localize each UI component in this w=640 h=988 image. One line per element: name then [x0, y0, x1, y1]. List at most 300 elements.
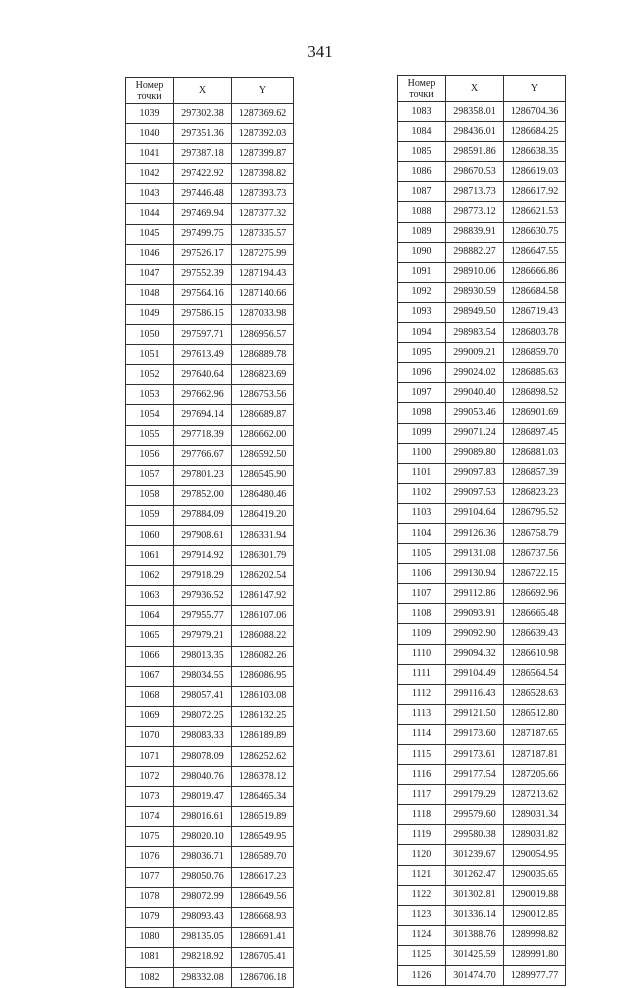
table-row — [126, 706, 294, 726]
table-row — [398, 564, 566, 584]
cell-point-number: 1047 — [126, 264, 174, 284]
cell-point-number: 1089 — [398, 222, 446, 242]
cell-x: 298135.05 — [174, 927, 232, 947]
cell-point-number: 1068 — [126, 686, 174, 706]
table-row — [126, 405, 294, 425]
cell-y: 1286545.90 — [232, 465, 294, 485]
cell-x: 297564.16 — [174, 284, 232, 304]
cell-x: 299104.49 — [446, 664, 504, 684]
cell-point-number: 1098 — [398, 403, 446, 423]
cell-point-number: 1093 — [398, 302, 446, 322]
cell-y: 1286638.35 — [504, 142, 566, 162]
cell-x: 299097.53 — [446, 483, 504, 503]
cell-point-number: 1101 — [398, 463, 446, 483]
cell-point-number: 1090 — [398, 242, 446, 262]
table-row — [126, 807, 294, 827]
cell-x: 297766.67 — [174, 445, 232, 465]
cell-x: 297387.18 — [174, 144, 232, 164]
cell-point-number: 1114 — [398, 724, 446, 744]
cell-point-number: 1078 — [126, 887, 174, 907]
cell-point-number: 1095 — [398, 343, 446, 363]
table-row — [398, 142, 566, 162]
cell-y: 1287187.81 — [504, 745, 566, 765]
table-row — [126, 847, 294, 867]
table-row — [126, 887, 294, 907]
cell-point-number: 1103 — [398, 503, 446, 523]
cell-x: 298949.50 — [446, 302, 504, 322]
cell-y: 1290019.88 — [504, 885, 566, 905]
cell-y: 1287275.99 — [232, 244, 294, 264]
cell-x: 298019.47 — [174, 787, 232, 807]
cell-y: 1286252.62 — [232, 747, 294, 767]
table-row — [398, 765, 566, 785]
cell-y: 1286666.86 — [504, 262, 566, 282]
cell-y: 1286898.52 — [504, 383, 566, 403]
cell-y: 1286301.79 — [232, 546, 294, 566]
cell-point-number: 1116 — [398, 765, 446, 785]
cell-x: 299040.40 — [446, 383, 504, 403]
cell-x: 297718.39 — [174, 425, 232, 445]
table-row — [398, 383, 566, 403]
table-row — [398, 202, 566, 222]
cell-x: 297914.92 — [174, 546, 232, 566]
cell-point-number: 1111 — [398, 664, 446, 684]
cell-y: 1286706.18 — [232, 968, 294, 988]
cell-y: 1286639.43 — [504, 624, 566, 644]
table-row — [398, 403, 566, 423]
cell-x: 298930.59 — [446, 282, 504, 302]
cell-point-number: 1083 — [398, 102, 446, 122]
cell-point-number: 1065 — [126, 626, 174, 646]
cell-y: 1286589.70 — [232, 847, 294, 867]
table-row — [126, 184, 294, 204]
header-num-line1: Номер — [407, 77, 436, 89]
cell-point-number: 1085 — [398, 142, 446, 162]
cell-y: 1286889.78 — [232, 345, 294, 365]
cell-point-number: 1119 — [398, 825, 446, 845]
cell-y: 1287033.98 — [232, 304, 294, 324]
cell-x: 301302.81 — [446, 885, 504, 905]
cell-y: 1287335.57 — [232, 224, 294, 244]
cell-x: 299009.21 — [446, 343, 504, 363]
cell-y: 1286617.92 — [504, 182, 566, 202]
cell-y: 1286704.36 — [504, 102, 566, 122]
table-row — [398, 242, 566, 262]
cell-point-number: 1112 — [398, 684, 446, 704]
cell-point-number: 1118 — [398, 805, 446, 825]
cell-y: 1286465.34 — [232, 787, 294, 807]
cell-x: 299092.90 — [446, 624, 504, 644]
cell-point-number: 1069 — [126, 706, 174, 726]
table-row — [398, 443, 566, 463]
cell-y: 1286202.54 — [232, 566, 294, 586]
cell-x: 297526.17 — [174, 244, 232, 264]
cell-y: 1287369.62 — [232, 104, 294, 124]
table-row — [398, 785, 566, 805]
cell-point-number: 1091 — [398, 262, 446, 282]
table-row — [398, 463, 566, 483]
header-num-line2: точки — [137, 90, 162, 102]
cell-x: 299089.80 — [446, 443, 504, 463]
cell-x: 298034.55 — [174, 666, 232, 686]
table-row — [398, 423, 566, 443]
cell-x: 298218.92 — [174, 947, 232, 967]
cell-y: 1286519.89 — [232, 807, 294, 827]
cell-point-number: 1100 — [398, 443, 446, 463]
table-row — [398, 624, 566, 644]
cell-point-number: 1039 — [126, 104, 174, 124]
table-row — [126, 485, 294, 505]
cell-x: 297640.64 — [174, 365, 232, 385]
cell-x: 297302.38 — [174, 104, 232, 124]
cell-y: 1286592.50 — [232, 445, 294, 465]
cell-point-number: 1050 — [126, 325, 174, 345]
cell-point-number: 1066 — [126, 646, 174, 666]
cell-x: 299121.50 — [446, 704, 504, 724]
table-row — [126, 365, 294, 385]
cell-y: 1287399.87 — [232, 144, 294, 164]
cell-y: 1286956.57 — [232, 325, 294, 345]
table-row — [126, 666, 294, 686]
cell-y: 1286086.95 — [232, 666, 294, 686]
cell-x: 299579.60 — [446, 805, 504, 825]
cell-x: 301336.14 — [446, 905, 504, 925]
cell-x: 298036.71 — [174, 847, 232, 867]
cell-x: 297446.48 — [174, 184, 232, 204]
table-row — [398, 684, 566, 704]
cell-y: 1287213.62 — [504, 785, 566, 805]
cell-y: 1290054.95 — [504, 845, 566, 865]
cell-x: 297552.39 — [174, 264, 232, 284]
table-row — [126, 827, 294, 847]
header-y: Y — [504, 76, 566, 102]
cell-point-number: 1063 — [126, 586, 174, 606]
cell-point-number: 1060 — [126, 525, 174, 545]
cell-y: 1289977.77 — [504, 966, 566, 986]
cell-point-number: 1099 — [398, 423, 446, 443]
cell-y: 1287205.66 — [504, 765, 566, 785]
cell-x: 299093.91 — [446, 604, 504, 624]
cell-x: 298591.86 — [446, 142, 504, 162]
cell-x: 299126.36 — [446, 523, 504, 543]
table-row — [398, 845, 566, 865]
table-row — [126, 264, 294, 284]
cell-x: 298773.12 — [446, 202, 504, 222]
cell-point-number: 1074 — [126, 807, 174, 827]
cell-point-number: 1120 — [398, 845, 446, 865]
cell-point-number: 1113 — [398, 704, 446, 724]
cell-point-number: 1117 — [398, 785, 446, 805]
cell-x: 298050.76 — [174, 867, 232, 887]
header-y: Y — [232, 78, 294, 104]
cell-point-number: 1049 — [126, 304, 174, 324]
table-row — [126, 204, 294, 224]
table-row — [126, 968, 294, 988]
cell-x: 297613.49 — [174, 345, 232, 365]
cell-point-number: 1121 — [398, 865, 446, 885]
cell-point-number: 1094 — [398, 323, 446, 343]
table-row — [126, 726, 294, 746]
cell-x: 297694.14 — [174, 405, 232, 425]
table-row — [126, 787, 294, 807]
cell-y: 1286684.25 — [504, 122, 566, 142]
table-row — [398, 222, 566, 242]
header-x: X — [446, 76, 504, 102]
cell-x: 299053.46 — [446, 403, 504, 423]
cell-y: 1286132.25 — [232, 706, 294, 726]
cell-y: 1286610.98 — [504, 644, 566, 664]
cell-point-number: 1102 — [398, 483, 446, 503]
table-row — [398, 905, 566, 925]
table-row — [126, 425, 294, 445]
cell-point-number: 1058 — [126, 485, 174, 505]
cell-y: 1286621.53 — [504, 202, 566, 222]
cell-point-number: 1079 — [126, 907, 174, 927]
cell-point-number: 1110 — [398, 644, 446, 664]
cell-point-number: 1088 — [398, 202, 446, 222]
table-row — [126, 144, 294, 164]
cell-y: 1286823.23 — [504, 483, 566, 503]
cell-x: 297597.71 — [174, 325, 232, 345]
table-row — [126, 566, 294, 586]
table-body — [126, 104, 294, 988]
table-row — [398, 262, 566, 282]
table-row — [126, 606, 294, 626]
cell-y: 1286753.56 — [232, 385, 294, 405]
coordinates-table-right — [397, 75, 566, 986]
cell-point-number: 1045 — [126, 224, 174, 244]
cell-x: 298436.01 — [446, 122, 504, 142]
table-header — [126, 78, 294, 104]
cell-point-number: 1041 — [126, 144, 174, 164]
cell-y: 1286617.23 — [232, 867, 294, 887]
cell-y: 1286528.63 — [504, 684, 566, 704]
table-row — [398, 483, 566, 503]
cell-y: 1286512.80 — [504, 704, 566, 724]
cell-x: 298078.09 — [174, 747, 232, 767]
cell-point-number: 1075 — [126, 827, 174, 847]
table-row — [126, 124, 294, 144]
table-row — [398, 966, 566, 986]
header-num-line1: Номер — [135, 79, 164, 91]
cell-x: 298040.76 — [174, 767, 232, 787]
cell-point-number: 1071 — [126, 747, 174, 767]
table-row — [398, 925, 566, 945]
cell-point-number: 1056 — [126, 445, 174, 465]
cell-x: 301388.76 — [446, 925, 504, 945]
header-num-line2: точки — [409, 88, 434, 100]
cell-x: 298057.41 — [174, 686, 232, 706]
table-row — [398, 544, 566, 564]
cell-y: 1286665.48 — [504, 604, 566, 624]
table-row — [398, 363, 566, 383]
table-row — [398, 523, 566, 543]
table-row — [398, 323, 566, 343]
cell-y: 1286705.41 — [232, 947, 294, 967]
table-row — [126, 767, 294, 787]
cell-point-number: 1043 — [126, 184, 174, 204]
cell-y: 1287393.73 — [232, 184, 294, 204]
cell-point-number: 1073 — [126, 787, 174, 807]
cell-y: 1286549.95 — [232, 827, 294, 847]
cell-point-number: 1087 — [398, 182, 446, 202]
cell-y: 1286082.26 — [232, 646, 294, 666]
table-row — [126, 304, 294, 324]
cell-y: 1286107.06 — [232, 606, 294, 626]
cell-point-number: 1106 — [398, 564, 446, 584]
cell-x: 298016.61 — [174, 807, 232, 827]
cell-y: 1286692.96 — [504, 584, 566, 604]
cell-point-number: 1046 — [126, 244, 174, 264]
cell-point-number: 1115 — [398, 745, 446, 765]
cell-point-number: 1077 — [126, 867, 174, 887]
cell-y: 1286901.69 — [504, 403, 566, 423]
table-row — [126, 947, 294, 967]
page-number: 341 — [307, 42, 333, 61]
table-row — [398, 865, 566, 885]
cell-y: 1286885.63 — [504, 363, 566, 383]
cell-y: 1286647.55 — [504, 242, 566, 262]
table-row — [126, 927, 294, 947]
cell-y: 1286564.54 — [504, 664, 566, 684]
cell-x: 298093.43 — [174, 907, 232, 927]
cell-y: 1286088.22 — [232, 626, 294, 646]
cell-y: 1289031.82 — [504, 825, 566, 845]
cell-x: 297955.77 — [174, 606, 232, 626]
cell-y: 1286103.08 — [232, 686, 294, 706]
cell-x: 301425.59 — [446, 945, 504, 965]
cell-point-number: 1061 — [126, 546, 174, 566]
table-row — [398, 644, 566, 664]
cell-x: 299580.38 — [446, 825, 504, 845]
coordinates-table-left — [125, 77, 294, 988]
cell-point-number: 1051 — [126, 345, 174, 365]
cell-x: 297662.96 — [174, 385, 232, 405]
cell-point-number: 1059 — [126, 505, 174, 525]
table-header — [398, 76, 566, 102]
cell-point-number: 1096 — [398, 363, 446, 383]
cell-point-number: 1081 — [126, 947, 174, 967]
cell-point-number: 1122 — [398, 885, 446, 905]
cell-y: 1287398.82 — [232, 164, 294, 184]
cell-x: 297884.09 — [174, 505, 232, 525]
table-row — [398, 805, 566, 825]
cell-x: 298358.01 — [446, 102, 504, 122]
cell-x: 297586.15 — [174, 304, 232, 324]
cell-x: 299177.54 — [446, 765, 504, 785]
cell-point-number: 1082 — [126, 968, 174, 988]
cell-y: 1286803.78 — [504, 323, 566, 343]
cell-point-number: 1040 — [126, 124, 174, 144]
cell-x: 298983.54 — [446, 323, 504, 343]
cell-y: 1286719.43 — [504, 302, 566, 322]
cell-point-number: 1042 — [126, 164, 174, 184]
cell-y: 1286795.52 — [504, 503, 566, 523]
cell-x: 299104.64 — [446, 503, 504, 523]
cell-x: 299173.61 — [446, 745, 504, 765]
table-row — [126, 104, 294, 124]
cell-y: 1289998.82 — [504, 925, 566, 945]
cell-x: 297908.61 — [174, 525, 232, 545]
table-row — [126, 224, 294, 244]
cell-x: 297469.94 — [174, 204, 232, 224]
cell-y: 1286737.56 — [504, 544, 566, 564]
table-row — [126, 747, 294, 767]
cell-point-number: 1048 — [126, 284, 174, 304]
cell-x: 299024.02 — [446, 363, 504, 383]
table-row — [398, 664, 566, 684]
header-x: X — [174, 78, 232, 104]
cell-y: 1286480.46 — [232, 485, 294, 505]
cell-x: 297918.29 — [174, 566, 232, 586]
table-row — [398, 724, 566, 744]
table-row — [398, 122, 566, 142]
cell-x: 298013.35 — [174, 646, 232, 666]
cell-x: 299179.29 — [446, 785, 504, 805]
cell-x: 297852.00 — [174, 485, 232, 505]
cell-y: 1286823.69 — [232, 365, 294, 385]
cell-x: 299071.24 — [446, 423, 504, 443]
table-row — [398, 302, 566, 322]
cell-y: 1286881.03 — [504, 443, 566, 463]
cell-point-number: 1107 — [398, 584, 446, 604]
cell-x: 299097.83 — [446, 463, 504, 483]
cell-point-number: 1109 — [398, 624, 446, 644]
cell-x: 298083.33 — [174, 726, 232, 746]
cell-y: 1286691.41 — [232, 927, 294, 947]
cell-point-number: 1064 — [126, 606, 174, 626]
cell-point-number: 1054 — [126, 405, 174, 425]
table-row — [126, 164, 294, 184]
cell-y: 1286189.89 — [232, 726, 294, 746]
table-row — [398, 604, 566, 624]
table-row — [126, 284, 294, 304]
cell-y: 1286419.20 — [232, 505, 294, 525]
cell-x: 299130.94 — [446, 564, 504, 584]
table-row — [126, 385, 294, 405]
cell-y: 1286722.15 — [504, 564, 566, 584]
table-row — [126, 445, 294, 465]
header-point-number — [398, 76, 446, 102]
cell-point-number: 1092 — [398, 282, 446, 302]
cell-x: 298332.08 — [174, 968, 232, 988]
cell-x: 299116.43 — [446, 684, 504, 704]
cell-x: 299173.60 — [446, 724, 504, 744]
cell-x: 299112.86 — [446, 584, 504, 604]
cell-y: 1290012.85 — [504, 905, 566, 925]
cell-y: 1287392.03 — [232, 124, 294, 144]
table-row — [126, 626, 294, 646]
cell-y: 1286662.00 — [232, 425, 294, 445]
table-row — [126, 907, 294, 927]
table-row — [126, 646, 294, 666]
cell-point-number: 1105 — [398, 544, 446, 564]
table-row — [126, 345, 294, 365]
table-row — [398, 704, 566, 724]
table-row — [398, 825, 566, 845]
cell-y: 1286649.56 — [232, 887, 294, 907]
cell-x: 301239.67 — [446, 845, 504, 865]
table-row — [398, 945, 566, 965]
cell-x: 297801.23 — [174, 465, 232, 485]
cell-point-number: 1076 — [126, 847, 174, 867]
table-row — [126, 325, 294, 345]
cell-point-number: 1124 — [398, 925, 446, 945]
cell-point-number: 1055 — [126, 425, 174, 445]
cell-x: 297936.52 — [174, 586, 232, 606]
cell-x: 298020.10 — [174, 827, 232, 847]
table-row — [126, 525, 294, 545]
